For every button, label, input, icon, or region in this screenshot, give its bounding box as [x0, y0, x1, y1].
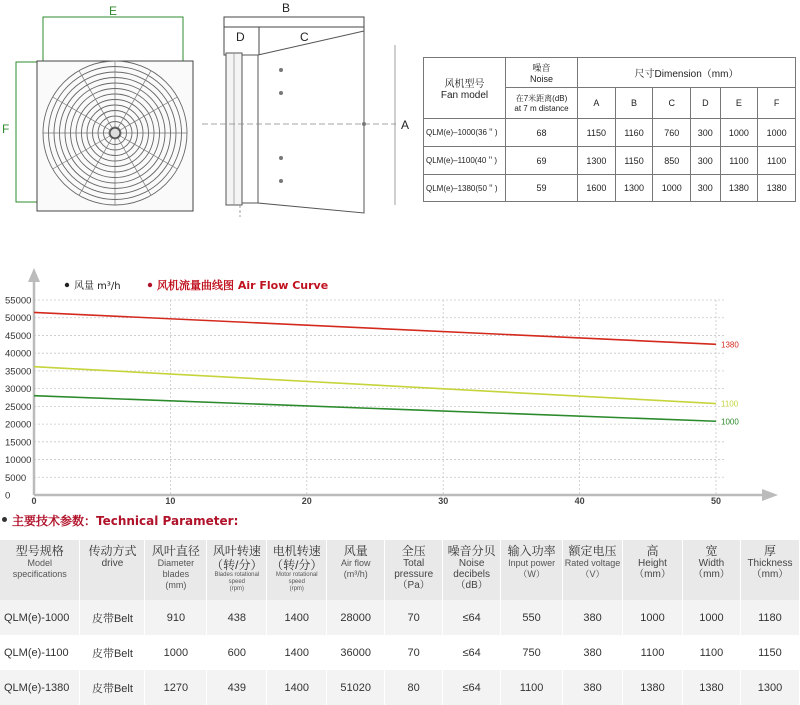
noise-cell: 68: [506, 119, 578, 147]
header-diameter: 风叶直径 Diameter blades (mm): [145, 540, 207, 600]
value-cell: 1380: [623, 670, 683, 705]
value-cell: 380: [563, 635, 623, 670]
model-cell: QLM(e)-1100: [0, 635, 80, 670]
value-cell: 300: [691, 119, 721, 147]
header-drive: 传动方式 drive: [80, 540, 145, 600]
value-cell: 1270: [145, 670, 207, 705]
noise-sub-en: at 7 m distance: [514, 104, 569, 113]
value-cell: 51020: [327, 670, 385, 705]
dimension-table: [423, 57, 796, 202]
header-thickness: 厚 Thickness （mm）: [740, 540, 799, 600]
header-motor-speed: 电机转速 （转/分） Motor rotational speed (rpm): [267, 540, 327, 600]
x-tick-label: 40: [574, 496, 585, 506]
dimension-label-d: D: [236, 30, 245, 44]
value-cell: 910: [145, 600, 207, 635]
y-tick-label: 50000: [5, 313, 32, 325]
value-cell: 600: [207, 635, 267, 670]
series-label-1000: 1000: [721, 417, 739, 427]
value-cell: 438: [207, 600, 267, 635]
header-voltage: 额定电压 Rated voltage （V）: [563, 540, 623, 600]
dimension-label-b: B: [282, 1, 291, 15]
x-tick-label: 20: [301, 496, 312, 506]
value-cell: 1400: [267, 670, 327, 705]
value-cell: 300: [691, 147, 721, 175]
value-cell: 1100: [501, 670, 563, 705]
column-header: B: [615, 88, 653, 119]
noise-header-zh: 噪音: [532, 63, 551, 73]
value-cell: 1000: [623, 600, 683, 635]
header-noise: 噪音分贝 Noise decibels （dB）: [443, 540, 501, 600]
value-cell: 550: [501, 600, 563, 635]
value-cell: 1000: [145, 635, 207, 670]
air-flow-chart: [0, 268, 800, 510]
value-cell: 36000: [327, 635, 385, 670]
model-cell: QLM(e)-1380: [0, 670, 80, 705]
noise-cell: 59: [506, 175, 578, 202]
value-cell: 380: [563, 600, 623, 635]
value-cell: 1100: [758, 147, 796, 175]
value-cell: 1100: [720, 147, 758, 175]
table-row: [0, 635, 800, 670]
params-title: 主要技术参数：Technical Parameter:: [12, 514, 239, 528]
value-cell: 1000: [758, 119, 796, 147]
table-row: [424, 147, 796, 175]
value-cell: 1160: [615, 119, 653, 147]
series-line-1000: [34, 396, 716, 422]
value-cell: 28000: [327, 600, 385, 635]
value-cell: 皮带Belt: [80, 670, 145, 705]
header-pressure: 全压 Total pressure （Pa）: [385, 540, 443, 600]
value-cell: ≤64: [443, 635, 501, 670]
noise-sub-zh: 在7米距离(dB): [515, 94, 568, 103]
x-axis-arrow-icon: [762, 489, 778, 501]
value-cell: 70: [385, 600, 443, 635]
y-tick-label: 35000: [5, 366, 32, 378]
dimension-label-a: A: [401, 118, 410, 132]
y-tick-label: 15000: [5, 437, 32, 449]
value-cell: 1600: [578, 175, 616, 202]
model-cell: QLM(e)-1000: [0, 600, 80, 635]
dimension-header: 尺寸Dimension（mm）: [578, 58, 796, 88]
header-width: 宽 Width （mm）: [682, 540, 740, 600]
value-cell: 380: [563, 670, 623, 705]
series-line-1380: [34, 312, 716, 344]
value-cell: 750: [501, 635, 563, 670]
header-blade-speed: 风叶转速 （转/分） Blades rotational speed (rpm): [207, 540, 267, 600]
y-tick-label: 55000: [5, 295, 32, 307]
header-height: 高 Height （mm）: [623, 540, 683, 600]
value-cell: 1380: [758, 175, 796, 202]
bullet-icon: [2, 517, 7, 522]
value-cell: 1180: [740, 600, 799, 635]
value-cell: 439: [207, 670, 267, 705]
x-tick-label: 0: [31, 496, 37, 506]
x-tick-label: 30: [438, 496, 449, 506]
value-cell: 760: [653, 119, 691, 147]
header-row: [0, 540, 800, 600]
table-row: [0, 600, 800, 635]
value-cell: 1100: [682, 635, 740, 670]
legend-dot: [148, 283, 152, 287]
column-header: E: [720, 88, 758, 119]
value-cell: 1400: [267, 600, 327, 635]
value-cell: 1150: [740, 635, 799, 670]
model-cell: QLM(e)–1000(36＂): [424, 119, 506, 147]
value-cell: 1380: [682, 670, 740, 705]
value-cell: 1400: [267, 635, 327, 670]
model-header-en: Fan model: [440, 90, 489, 101]
legend-dot: [65, 283, 69, 287]
legend-airflow-unit: 风量 m³/h: [74, 281, 121, 292]
value-cell: 850: [653, 147, 691, 175]
header-model: 型号规格 Model specifications: [0, 540, 80, 600]
chart-legend: [65, 278, 328, 292]
value-cell: 1300: [578, 147, 616, 175]
model-cell: QLM(e)–1380(50＂): [424, 175, 506, 202]
noise-header-en: Noise: [529, 74, 553, 84]
value-cell: 70: [385, 635, 443, 670]
y-tick-label: 10000: [5, 455, 32, 467]
series-label-1380: 1380: [721, 340, 739, 350]
table-row: [424, 175, 796, 202]
model-header-zh: 风机型号: [444, 79, 485, 90]
parameter-table: [0, 540, 800, 705]
noise-cell: 69: [506, 147, 578, 175]
dimension-label-e: E: [109, 4, 118, 18]
y-tick-label: 25000: [5, 401, 32, 413]
value-cell: 300: [691, 175, 721, 202]
chart-axes: [28, 268, 778, 501]
value-cell: 1300: [615, 175, 653, 202]
value-cell: ≤64: [443, 670, 501, 705]
y-tick-label: 5000: [5, 472, 27, 484]
value-cell: 1300: [740, 670, 799, 705]
y-tick-label: 45000: [5, 330, 32, 342]
value-cell: 1150: [578, 119, 616, 147]
series-line-1100: [34, 367, 716, 404]
value-cell: ≤64: [443, 600, 501, 635]
y-axis-arrow-icon: [28, 268, 40, 282]
model-cell: QLM(e)–1100(40＂): [424, 147, 506, 175]
table-row: [0, 670, 800, 705]
chart-title: 风机流量曲线图 Air Flow Curve: [157, 279, 329, 292]
fan-side-view: [200, 5, 420, 220]
value-cell: 80: [385, 670, 443, 705]
table-row: [424, 119, 796, 147]
value-cell: 1000: [720, 119, 758, 147]
dimension-label-f: F: [2, 122, 10, 136]
value-cell: 皮带Belt: [80, 600, 145, 635]
column-header: D: [691, 88, 721, 119]
chart-series: [34, 312, 739, 426]
y-tick-label: 30000: [5, 384, 32, 396]
value-cell: 1380: [720, 175, 758, 202]
value-cell: 1000: [682, 600, 740, 635]
header-power: 输入功率 Input power （W）: [501, 540, 563, 600]
series-label-1100: 1100: [721, 399, 739, 409]
y-tick-label: 20000: [5, 419, 32, 431]
header-air-flow: 风量 Air flow (m³/h): [327, 540, 385, 600]
dimension-label-c: C: [300, 30, 309, 44]
value-cell: 1150: [615, 147, 653, 175]
column-header: C: [653, 88, 691, 119]
x-tick-label: 10: [165, 496, 176, 506]
column-header: A: [578, 88, 616, 119]
value-cell: 1000: [653, 175, 691, 202]
value-cell: 皮带Belt: [80, 635, 145, 670]
y-tick-label: 40000: [5, 348, 32, 360]
value-cell: 1100: [623, 635, 683, 670]
y-tick-label: 0: [5, 490, 11, 502]
x-tick-label: 50: [710, 496, 722, 506]
column-header: F: [758, 88, 796, 119]
fan-front-view: [10, 5, 210, 215]
